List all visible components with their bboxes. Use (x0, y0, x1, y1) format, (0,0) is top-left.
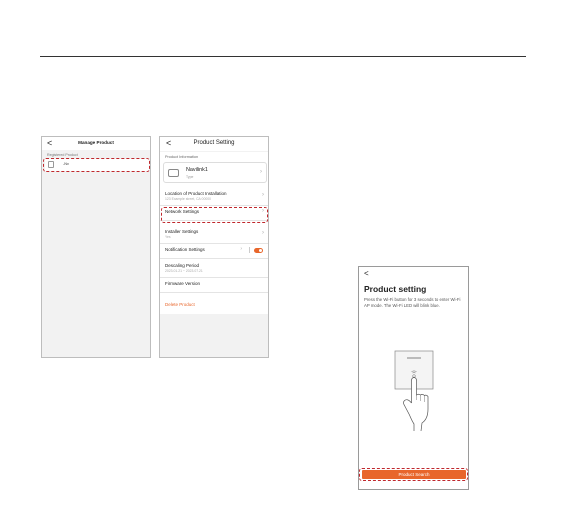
product-name: Navilink1 (186, 167, 208, 173)
delete-product-button[interactable]: Delete Product (165, 302, 195, 307)
divider (249, 247, 250, 253)
chevron-right-icon: › (262, 230, 264, 236)
manage-product-screen (41, 136, 151, 358)
top-rule (40, 56, 526, 57)
setting-label: Location of Product Installation (165, 191, 227, 196)
device-icon (168, 169, 179, 177)
highlight-outline (359, 468, 468, 481)
setting-label: Network Settings (165, 209, 200, 214)
chevron-right-icon: › (262, 208, 264, 214)
section-label: Product Information (165, 155, 199, 159)
notification-toggle[interactable] (254, 248, 263, 253)
setting-label: Installer Settings (165, 229, 199, 234)
setting-value: 2023.01.21 ~ 2023.07.21 (165, 269, 203, 273)
settings-list (160, 152, 268, 314)
setting-label: Notification Settings (165, 247, 205, 252)
highlight-outline (161, 207, 268, 223)
setting-value: 123 Example street, CA 00000 (165, 197, 211, 201)
product-type: Type (186, 175, 194, 179)
setting-installer[interactable] (160, 226, 268, 244)
chevron-right-icon: › (260, 169, 262, 175)
chevron-right-icon: › (240, 246, 242, 252)
page-title: Product Setting (193, 140, 235, 146)
back-button[interactable]: < (47, 138, 53, 148)
product-setting-screen (159, 136, 269, 358)
product-search-button[interactable]: Product Search (362, 470, 466, 479)
page-title: Product setting (364, 284, 427, 294)
page-title: Manage Product (78, 140, 114, 145)
header (42, 137, 150, 150)
setting-notification[interactable] (160, 243, 268, 259)
back-button[interactable]: < (166, 138, 172, 148)
wifi-button-illustration (359, 343, 469, 463)
setting-value: Yes (165, 235, 171, 239)
header (160, 137, 268, 151)
highlight-outline (43, 158, 150, 172)
section-label: Registered Product (47, 153, 78, 157)
setting-label: Descaling Period (165, 263, 200, 268)
product-card[interactable] (163, 162, 267, 183)
setting-location[interactable] (160, 188, 268, 206)
product-setting-wifi-screen (358, 266, 469, 490)
setting-label: Firmware Version (165, 281, 201, 286)
product-name: -Nv (63, 162, 69, 166)
setting-firmware[interactable] (160, 277, 268, 293)
chevron-right-icon: › (262, 192, 264, 198)
setting-descaling[interactable] (160, 260, 268, 278)
instruction-text: Press the Wi-Fi button for 3 seconds to enter Wi-Fi AP mode. The Wi-Fi LED will blink blue. (364, 297, 461, 308)
back-button[interactable]: < (364, 269, 369, 278)
